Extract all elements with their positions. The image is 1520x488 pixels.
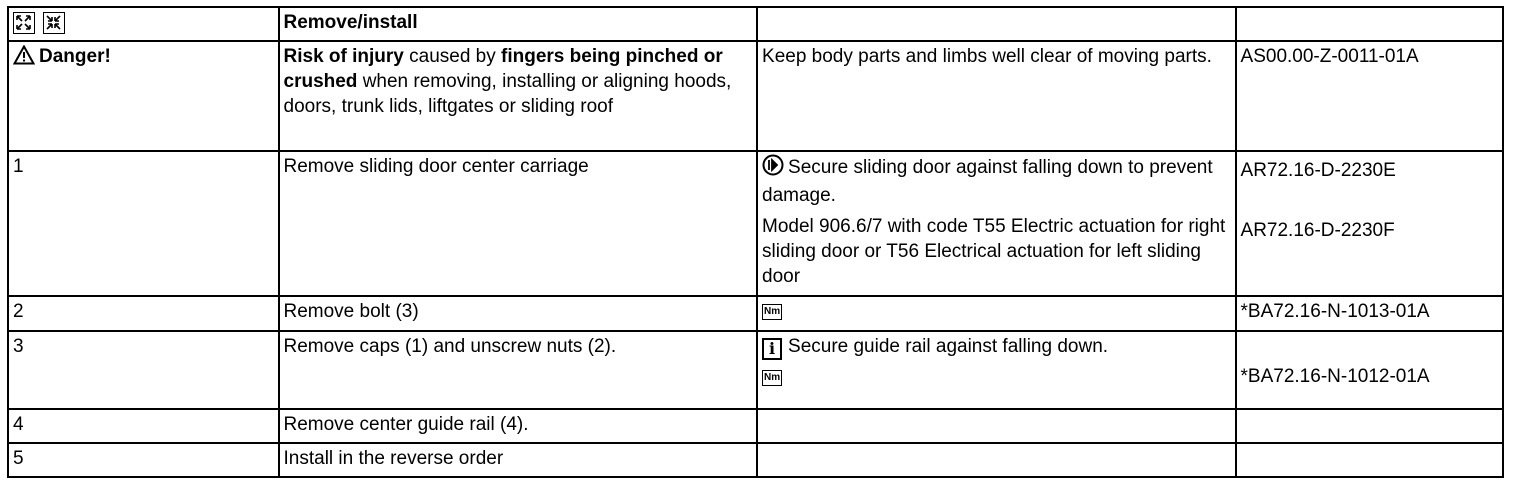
risk-bold-text: fingers being pinched or crushed	[283, 46, 723, 92]
step-notes-cell	[757, 296, 1236, 331]
step-note	[762, 154, 1231, 208]
header-icons-cell	[8, 7, 279, 41]
step-number: 1	[8, 151, 279, 296]
step-note-text: Secure sliding door against falling down to prevent damage.	[762, 157, 1213, 206]
procedure-table	[7, 6, 1504, 478]
danger-measure: Keep body parts and limbs well clear of moving parts.	[757, 41, 1236, 151]
empty-cell	[757, 409, 1236, 443]
info-icon: i	[762, 338, 782, 360]
step-refs-cell	[1236, 151, 1503, 296]
step-note: Model 906.6/7 with code T55 Electric actuation for right sliding door or T56 Electrical actuation for left sliding door	[762, 216, 1226, 287]
step-action: Remove bolt (3)	[279, 296, 758, 331]
empty-cell	[1236, 7, 1503, 41]
step-note-text: Secure guide rail against falling down.	[788, 336, 1109, 357]
step-ref-link[interactable]: *BA72.16-N-1012-01A	[1240, 366, 1430, 387]
step-number: 4	[8, 409, 279, 443]
step-action: Remove center guide rail (4).	[279, 409, 758, 443]
step-row	[8, 409, 1503, 443]
empty-cell	[1236, 409, 1503, 443]
step-number: 2	[8, 296, 279, 331]
step-row	[8, 443, 1503, 477]
step-action: Remove caps (1) and unscrew nuts (2).	[279, 331, 758, 409]
risk-text: caused by	[403, 46, 502, 67]
risk-bold-text: Risk of injury	[283, 46, 404, 67]
step-number: 5	[8, 443, 279, 477]
step-refs-cell	[1236, 331, 1503, 409]
step-ref-link[interactable]: *BA72.16-N-1013-01A	[1236, 296, 1503, 331]
step-notes-cell	[757, 151, 1236, 296]
collapse-icon[interactable]	[43, 12, 65, 34]
danger-label-cell	[8, 41, 279, 151]
empty-cell	[757, 7, 1236, 41]
step-notes-cell	[757, 331, 1236, 409]
step-row	[8, 151, 1503, 296]
step-number: 3	[8, 331, 279, 409]
risk-text: when removing, installing or aligning hoods, doors, trunk lids, liftgates or sliding roof	[283, 71, 732, 117]
step-note	[762, 334, 1231, 360]
danger-ref-link[interactable]: AS00.00-Z-0011-01A	[1236, 41, 1503, 151]
danger-row	[8, 41, 1503, 151]
step-action: Remove sliding door center carriage	[279, 151, 758, 296]
step-ref-link[interactable]: AR72.16-D-2230F	[1240, 220, 1395, 241]
step-action: Install in the reverse order	[279, 443, 758, 477]
notice-icon	[762, 154, 784, 183]
warning-triangle-icon	[13, 45, 35, 72]
risk-description	[279, 41, 758, 151]
header-row	[8, 7, 1503, 41]
torque-nm-icon[interactable]: Nm	[762, 304, 782, 320]
empty-cell	[757, 443, 1236, 477]
step-row	[8, 296, 1503, 331]
empty-cell	[1236, 443, 1503, 477]
torque-nm-icon[interactable]: Nm	[762, 370, 782, 386]
expand-icon[interactable]	[13, 12, 35, 34]
section-title: Remove/install	[279, 7, 758, 41]
step-ref-link[interactable]: AR72.16-D-2230E	[1240, 160, 1396, 181]
danger-label: Danger!	[39, 46, 111, 67]
step-row	[8, 331, 1503, 409]
